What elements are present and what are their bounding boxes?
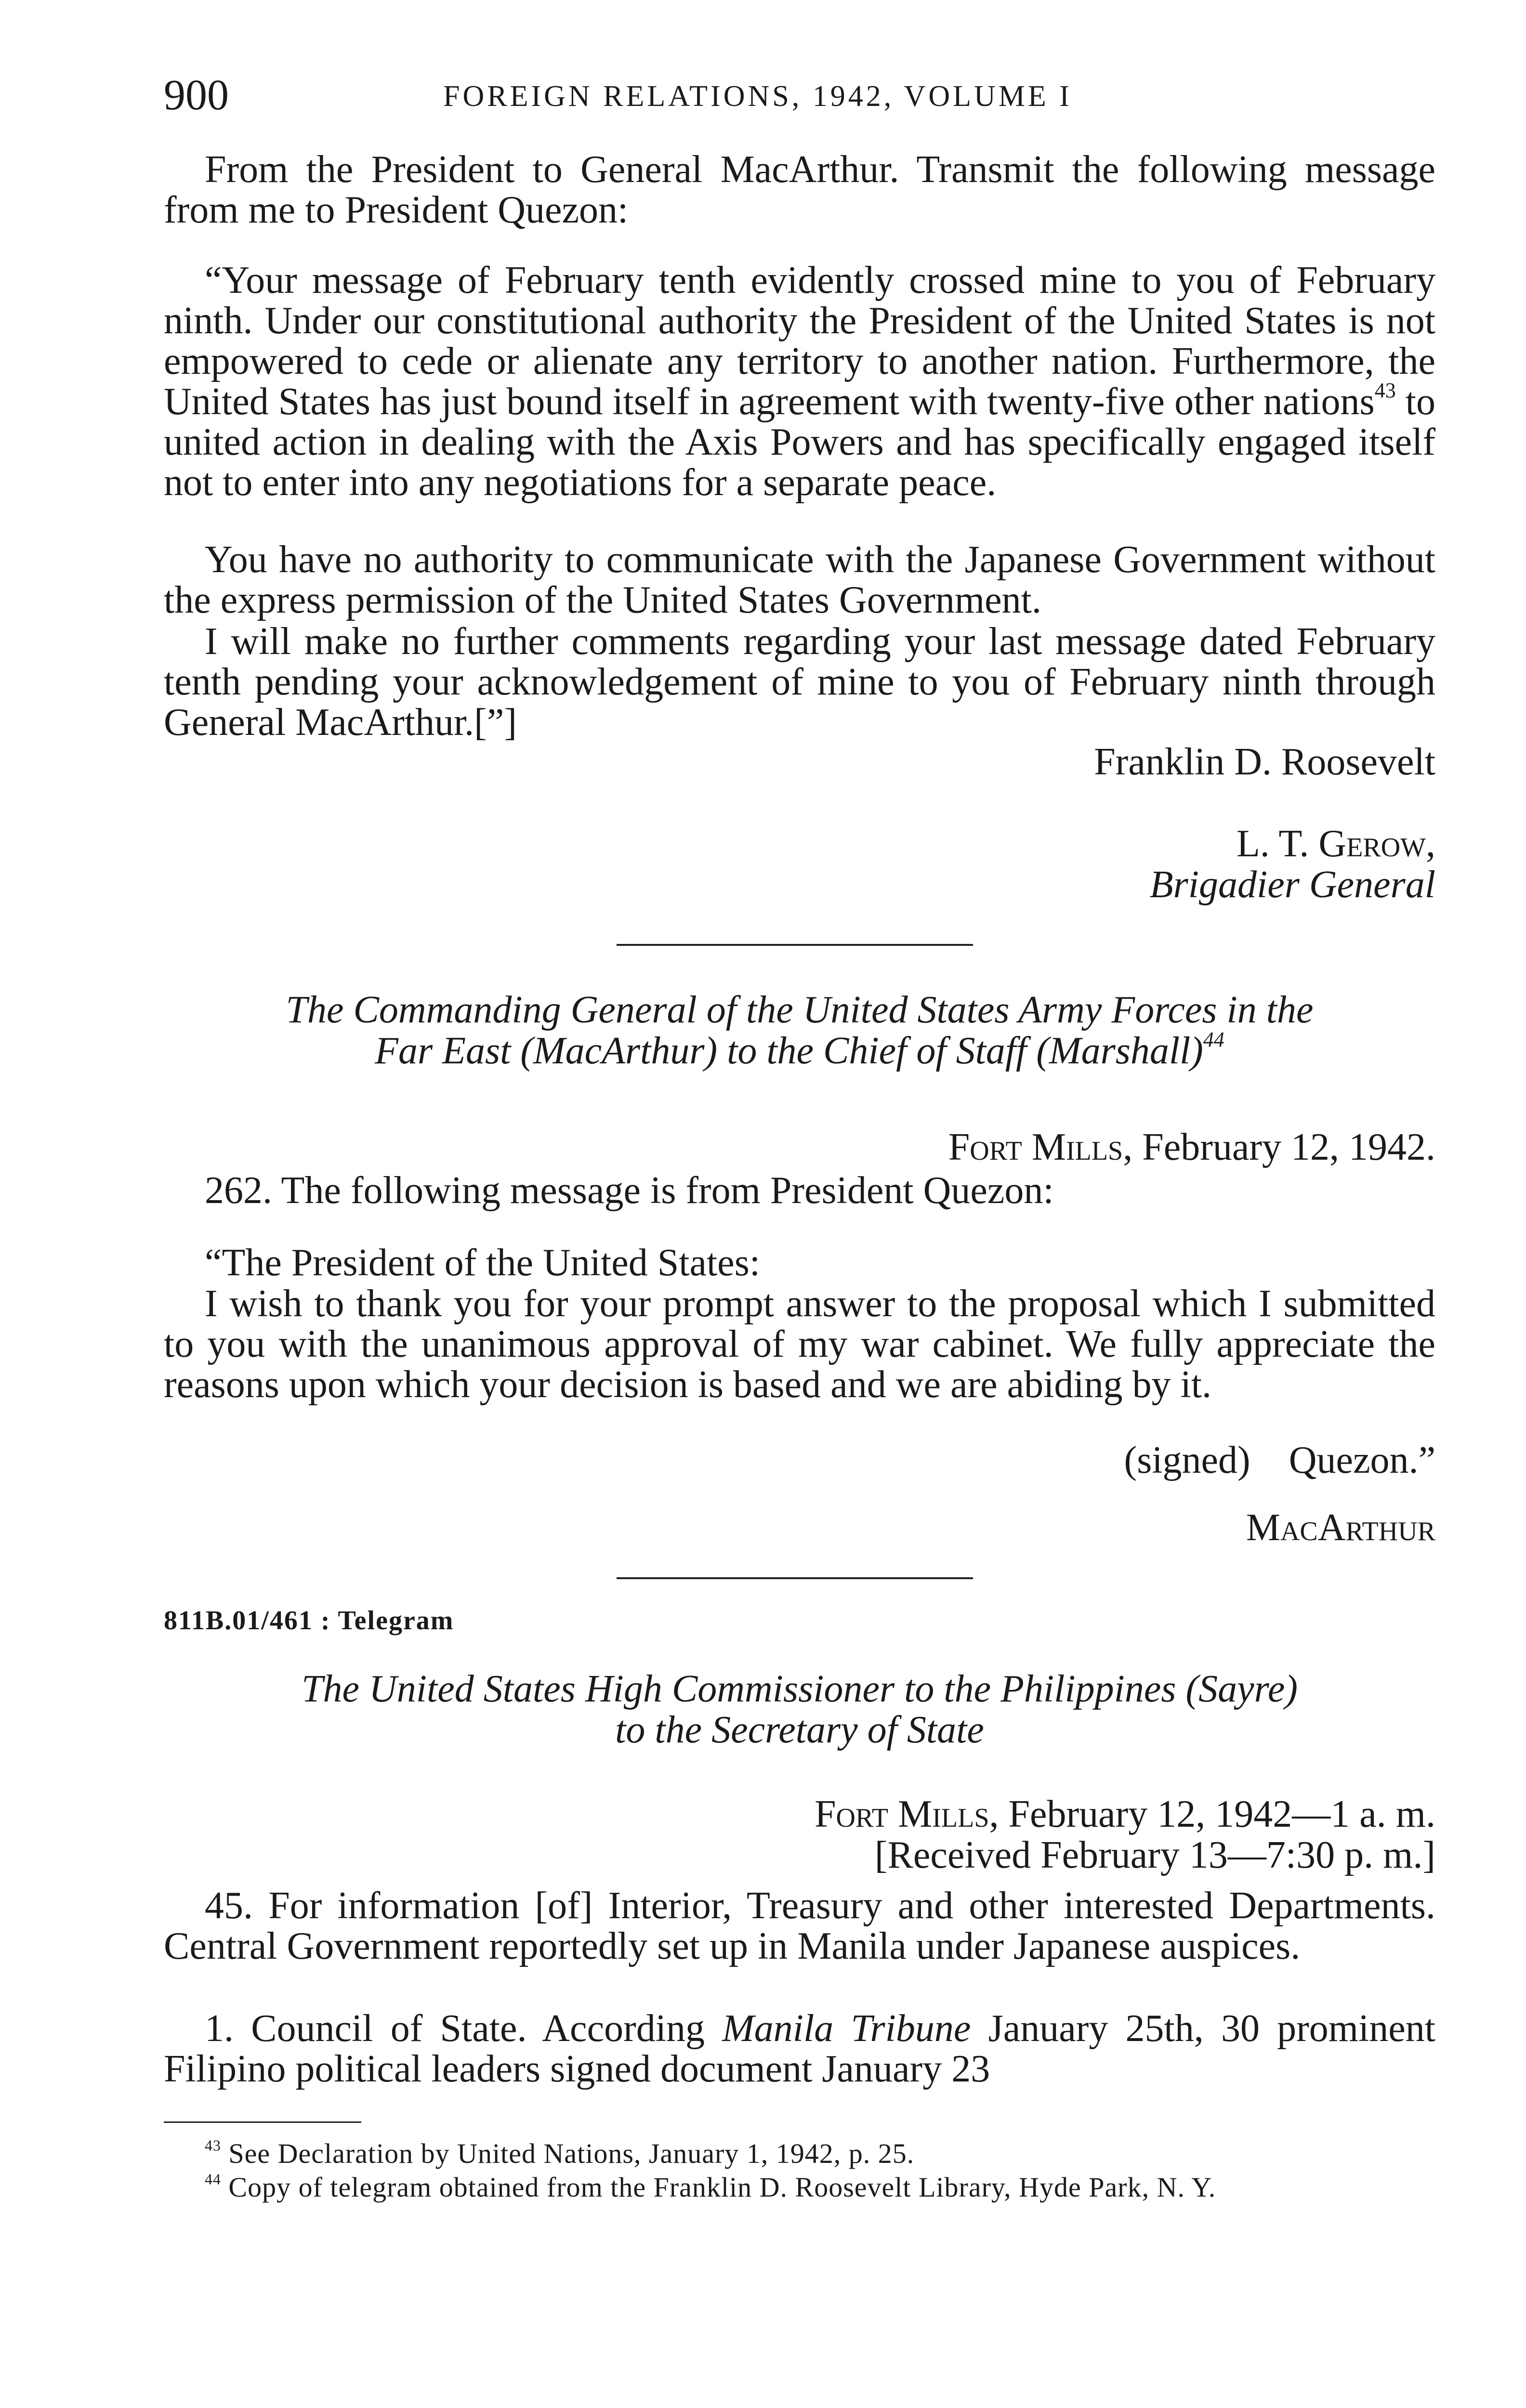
doc2-dateline [164,1127,1435,1167]
running-title: FOREIGN RELATIONS, 1942, VOLUME I [443,80,1072,113]
doc2-para2: “The President of the United States: [205,1242,761,1284]
footnote-rule [164,2121,361,2123]
doc3-file-number: 811B.01/461 : Telegram [164,1606,454,1636]
doc1-signer: L. T. Gerow, [1237,823,1435,865]
doc3-para2-text-b: January 25th, 30 prominent Filipino political leaders signed document January 23 [164,2007,1435,2090]
doc2-title-line1: The Commanding General of the United States Army Forces in the [286,989,1314,1031]
doc1-para3: I will make no further comments regarding your last message dated February tenth pending your acknowledgement of mine to you of February ninth through General MacArthur.[”] [164,620,1435,744]
doc2-title-line2 [164,1027,1435,1072]
doc3-para2-text-a: 1. Council of State. According [205,2007,723,2050]
doc2-signed: (signed) Quezon.” [1124,1439,1435,1481]
doc1-para1-text-a: “Your message of February tenth evidently crossed mine to you of February ninth. Under our constitutional authority the President of the United States is not empowered to cede or alienate any territory to another nation. Furthermore, the United States has just bound itself in agreement with twenty-five other nations [164,259,1435,423]
footnote-ref-44: 44 [1203,1027,1224,1051]
doc3-para1: 45. For information [of] Interior, Treasury and other interested Departments. Central Government reportedly set up in Manila under Japanese auspices. [164,1885,1435,1967]
doc3-title-line1: The United States High Commissioner to the Philippines (Sayre) [302,1668,1298,1710]
doc3-place: Fort Mills, [815,1793,999,1835]
doc3-dateline [164,1794,1435,1834]
doc3-received: [Received February 13—7:30 p. m.] [874,1834,1435,1876]
doc1-para2: You have no authority to communicate with the Japanese Government without the express permission of the United States Government. [164,538,1435,621]
doc1-signer-title: Brigadier General [1149,864,1435,906]
footnote-44-text: Copy of telegram obtained from the Franklin D. Roosevelt Library, Hyde Park, N. Y. [221,2172,1216,2203]
doc3-title-line2: to the Secretary of State [615,1709,984,1751]
footnote-44 [164,2172,1435,2203]
doc2-para3: I wish to thank you for your prompt answer to the proposal which I submitted to you with the unanimous approval of my war cabinet. We fully appreciate the reasons upon which your decision is based and we are abiding by it. [164,1283,1435,1406]
footnote-ref-43: 43 [1374,378,1396,402]
doc1-para1 [164,260,1435,503]
doc1-signature: Franklin D. Roosevelt [1094,741,1435,783]
section-divider [617,1577,973,1579]
page-number: 900 [164,71,229,119]
doc3-date: February 12, 1942—1 a. m. [999,1793,1435,1835]
footnote-43-text: See Declaration by United Nations, January 1, 1942, p. 25. [221,2138,915,2169]
doc3-para2 [164,2008,1435,2089]
footnote-43-mark: 43 [205,2137,221,2154]
doc1-para1-text-b: to united action in dealing with the Axis Powers and has specifically engaged itself not to enter into any negotiations for a separate peace. [164,380,1435,504]
footnote-44-mark: 44 [205,2171,221,2188]
doc2-place: Fort Mills, [948,1126,1133,1168]
doc2-para1: 262. The following message is from President Quezon: [205,1169,1054,1212]
doc1-intro: From the President to General MacArthur. Transmit the following message from me to President Quezon: [164,148,1435,231]
footnote-43 [164,2138,1435,2169]
doc2-date: February 12, 1942. [1132,1126,1435,1168]
doc2-title-line2-text: Far East (MacArthur) to the Chief of Staff (Marshall) [375,1030,1203,1072]
doc3-para2-newspaper: Manila Tribune [722,2007,971,2050]
doc2-sender: MacArthur [1246,1506,1435,1549]
section-divider [617,944,973,946]
